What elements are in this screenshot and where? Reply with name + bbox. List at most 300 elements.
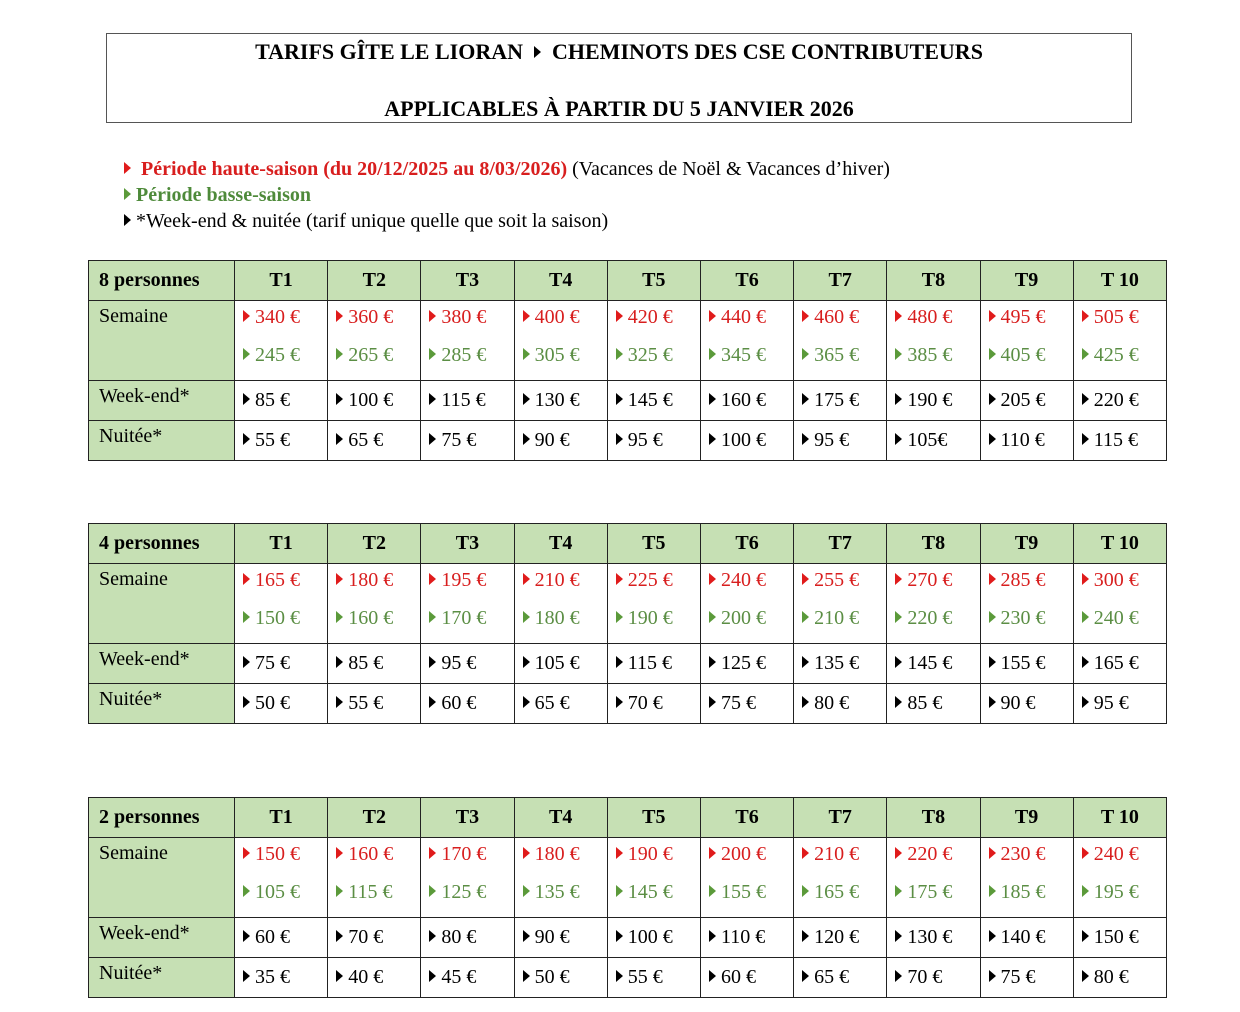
- semaine-cell: [514, 301, 607, 381]
- triangle-right-icon: [429, 310, 436, 322]
- triangle-right-icon: [523, 970, 530, 982]
- weekend-value: 80 €: [441, 926, 477, 948]
- weekend-cell: [700, 918, 793, 958]
- high-season-value: 505 €: [1093, 306, 1139, 328]
- semaine-cell: [1073, 838, 1166, 918]
- triangle-right-icon: [243, 310, 250, 322]
- weekend-cell: [514, 918, 607, 958]
- triangle-right-icon: [336, 847, 343, 859]
- low-season-price: [523, 878, 607, 906]
- low-season-value: 405 €: [1000, 344, 1046, 366]
- triangle-right-icon: [1082, 433, 1089, 445]
- nuitee-cell: [794, 958, 887, 998]
- high-season-value: 210 €: [814, 843, 860, 865]
- title-cheminots: CHEMINOTS DES CSE CONTRIBUTEURS: [552, 39, 983, 64]
- triangle-right-icon: [989, 847, 996, 859]
- high-season-price: [1082, 840, 1166, 880]
- tarif-table-4-personnes: [88, 523, 1167, 724]
- low-season-price: [709, 341, 793, 369]
- high-season-value: 195 €: [441, 569, 487, 591]
- high-season-price: [709, 303, 793, 343]
- weekend-cell: [980, 644, 1073, 684]
- triangle-right-icon: [989, 970, 996, 982]
- weekend-cell: [328, 381, 421, 421]
- high-season-price: [243, 840, 327, 880]
- triangle-right-icon: [802, 656, 809, 668]
- triangle-right-icon: [336, 656, 343, 668]
- high-season-value: 480 €: [907, 306, 953, 328]
- semaine-cell: [235, 301, 328, 381]
- triangle-right-icon: [616, 930, 623, 942]
- weekend-value: 145 €: [907, 652, 953, 674]
- weekend-value: 130 €: [534, 389, 580, 411]
- nuitee-cell: [607, 684, 700, 724]
- column-header: T2: [328, 524, 421, 564]
- low-season-price: [336, 341, 420, 369]
- triangle-right-icon: [429, 885, 436, 897]
- semaine-cell: [700, 838, 793, 918]
- high-season-price: [616, 566, 700, 606]
- triangle-right-icon: [895, 393, 902, 405]
- triangle-right-icon: [1082, 348, 1089, 360]
- column-header: T7: [794, 524, 887, 564]
- low-season-value: 425 €: [1093, 344, 1139, 366]
- triangle-right-icon: [429, 348, 436, 360]
- weekend-value: 115 €: [441, 389, 486, 411]
- nuitee-cell: [794, 684, 887, 724]
- nuitee-value: 40 €: [348, 966, 384, 988]
- weekend-value: 175 €: [814, 389, 860, 411]
- row-label-weekend: Week-end*: [89, 381, 235, 421]
- triangle-right-icon: [709, 573, 716, 585]
- high-season-value: 180 €: [534, 843, 580, 865]
- legend-weekend: [124, 208, 890, 234]
- high-season-price: [429, 303, 513, 343]
- table-row-nuitee: [89, 958, 1167, 998]
- weekend-value: 115 €: [627, 652, 673, 674]
- high-season-price: [1082, 566, 1166, 606]
- row-label-semaine: Semaine: [89, 564, 235, 644]
- triangle-right-icon: [243, 696, 250, 708]
- weekend-value: 135 €: [814, 652, 860, 674]
- column-header: T7: [794, 261, 887, 301]
- high-season-price: [616, 840, 700, 880]
- nuitee-value: 50 €: [255, 692, 290, 714]
- high-season-price: [895, 840, 979, 880]
- nuitee-value: 110 €: [1000, 429, 1045, 451]
- low-season-value: 325 €: [627, 344, 673, 366]
- triangle-right-icon: [336, 348, 343, 360]
- table-row-weekend: [89, 381, 1167, 421]
- triangle-right-icon: [534, 46, 541, 58]
- column-header: T9: [980, 798, 1073, 838]
- nuitee-value: 60 €: [720, 966, 756, 988]
- triangle-right-icon: [429, 930, 436, 942]
- low-season-price: [895, 604, 979, 632]
- triangle-right-icon: [523, 885, 530, 897]
- low-season-value: 230 €: [1000, 607, 1046, 629]
- row-label-semaine: Semaine: [89, 838, 235, 918]
- weekend-cell: [514, 381, 607, 421]
- triangle-right-icon: [243, 656, 250, 668]
- triangle-right-icon: [802, 310, 809, 322]
- low-season-price: [989, 878, 1073, 906]
- nuitee-cell: [980, 684, 1073, 724]
- semaine-cell: [700, 301, 793, 381]
- triangle-right-icon: [336, 393, 343, 405]
- row-label-nuitee: Nuitée*: [89, 684, 235, 724]
- high-season-value: 180 €: [348, 569, 394, 591]
- weekend-cell: [235, 644, 328, 684]
- title-line-2: APPLICABLES À PARTIR DU 5 JANVIER 2026: [384, 96, 854, 121]
- semaine-cell: [980, 564, 1073, 644]
- low-season-price: [616, 878, 700, 906]
- triangle-right-icon: [616, 573, 623, 585]
- low-season-price: [709, 604, 793, 632]
- weekend-cell: [794, 918, 887, 958]
- high-season-price: [989, 303, 1073, 343]
- title-gite: TARIFS GÎTE LE LIORAN: [255, 39, 523, 64]
- triangle-right-icon: [616, 970, 623, 982]
- low-season-price: [429, 341, 513, 369]
- table-row-nuitee: [89, 421, 1167, 461]
- high-season-value: 165 €: [255, 569, 300, 591]
- nuitee-value: 100 €: [720, 429, 766, 451]
- triangle-right-icon: [429, 696, 436, 708]
- triangle-right-icon: [243, 970, 250, 982]
- triangle-right-icon: [895, 696, 902, 708]
- weekend-value: 100 €: [627, 926, 673, 948]
- nuitee-cell: [794, 421, 887, 461]
- column-header: T9: [980, 261, 1073, 301]
- weekend-cell: [1073, 381, 1166, 421]
- low-season-value: 175 €: [907, 881, 953, 903]
- triangle-right-icon: [895, 656, 902, 668]
- weekend-value: 145 €: [627, 389, 673, 411]
- semaine-cell: [235, 838, 328, 918]
- weekend-value: 140 €: [1000, 926, 1046, 948]
- low-season-price: [1082, 604, 1166, 632]
- triangle-right-icon: [1082, 696, 1089, 708]
- weekend-value: 150 €: [1093, 926, 1139, 948]
- nuitee-cell: [328, 684, 421, 724]
- triangle-right-icon: [802, 847, 809, 859]
- triangle-right-icon: [616, 348, 623, 360]
- low-season-value: 195 €: [1093, 881, 1139, 903]
- triangle-right-icon: [709, 696, 716, 708]
- high-season-price: [243, 566, 327, 606]
- triangle-right-icon: [616, 310, 623, 322]
- weekend-value: 75 €: [255, 652, 290, 674]
- high-season-price: [895, 566, 979, 606]
- high-season-value: 210 €: [534, 569, 580, 591]
- high-season-price: [989, 566, 1073, 606]
- weekend-cell: [421, 381, 514, 421]
- semaine-cell: [514, 564, 607, 644]
- triangle-right-icon: [429, 393, 436, 405]
- low-season-value: 240 €: [1093, 607, 1139, 629]
- high-season-price: [336, 840, 420, 880]
- triangle-right-icon: [429, 573, 436, 585]
- high-season-price: [243, 303, 327, 343]
- triangle-right-icon: [709, 348, 716, 360]
- triangle-right-icon: [895, 885, 902, 897]
- high-season-value: 360 €: [348, 306, 394, 328]
- column-header: T2: [328, 261, 421, 301]
- high-season-price: [523, 840, 607, 880]
- triangle-right-icon: [523, 433, 530, 445]
- triangle-right-icon: [1082, 656, 1089, 668]
- weekend-value: 105 €: [534, 652, 580, 674]
- high-season-value: 150 €: [255, 843, 300, 865]
- triangle-right-icon: [336, 970, 343, 982]
- low-season-value: 190 €: [627, 607, 673, 629]
- triangle-right-icon: [523, 393, 530, 405]
- nuitee-cell: [421, 684, 514, 724]
- nuitee-value: 55 €: [627, 966, 663, 988]
- nuitee-cell: [607, 421, 700, 461]
- nuitee-value: 95 €: [814, 429, 850, 451]
- high-season-value: 440 €: [720, 306, 766, 328]
- column-header: T5: [607, 798, 700, 838]
- table-group-label: 4 personnes: [89, 524, 235, 564]
- triangle-right-icon: [523, 656, 530, 668]
- season-legend: [124, 156, 890, 234]
- triangle-right-icon: [243, 885, 250, 897]
- high-season-value: 380 €: [441, 306, 487, 328]
- high-season-price: [895, 303, 979, 343]
- triangle-right-icon: [989, 930, 996, 942]
- high-season-price: [802, 566, 886, 606]
- legend-low-season: [124, 182, 890, 208]
- triangle-right-icon: [429, 611, 436, 623]
- low-season-price: [336, 878, 420, 906]
- weekend-note: *Week-end & nuitée (tarif unique quelle que soit la saison): [136, 210, 609, 232]
- weekend-cell: [794, 381, 887, 421]
- triangle-right-icon: [802, 696, 809, 708]
- low-season-value: 170 €: [441, 607, 487, 629]
- triangle-right-icon: [616, 696, 623, 708]
- weekend-value: 110 €: [720, 926, 766, 948]
- row-label-weekend: Week-end*: [89, 918, 235, 958]
- nuitee-cell: [514, 684, 607, 724]
- triangle-right-icon: [989, 611, 996, 623]
- weekend-value: 155 €: [1000, 652, 1046, 674]
- high-season-note: (Vacances de Noël & Vacances d’hiver): [572, 158, 890, 180]
- tarif-table-2-personnes: [88, 797, 1167, 998]
- high-season-value: 420 €: [627, 306, 673, 328]
- triangle-right-icon: [336, 885, 343, 897]
- semaine-cell: [421, 564, 514, 644]
- nuitee-cell: [887, 958, 980, 998]
- column-header: T 10: [1073, 524, 1166, 564]
- triangle-right-icon: [523, 310, 530, 322]
- low-season-value: 160 €: [348, 607, 394, 629]
- low-season-price: [989, 604, 1073, 632]
- nuitee-cell: [1073, 684, 1166, 724]
- low-season-price: [802, 341, 886, 369]
- triangle-right-icon: [124, 162, 131, 174]
- low-season-value: 185 €: [1000, 881, 1046, 903]
- row-label-nuitee: Nuitée*: [89, 421, 235, 461]
- semaine-cell: [700, 564, 793, 644]
- triangle-right-icon: [802, 393, 809, 405]
- weekend-cell: [421, 644, 514, 684]
- triangle-right-icon: [709, 885, 716, 897]
- triangle-right-icon: [709, 611, 716, 623]
- tarif-table-8-personnes: [88, 260, 1167, 461]
- nuitee-value: 65 €: [348, 429, 384, 451]
- nuitee-cell: [421, 958, 514, 998]
- high-season-value: 240 €: [720, 569, 766, 591]
- low-season-price: [895, 878, 979, 906]
- triangle-right-icon: [523, 930, 530, 942]
- column-header: T2: [328, 798, 421, 838]
- high-season-value: 495 €: [1000, 306, 1046, 328]
- column-header: T1: [235, 798, 328, 838]
- nuitee-value: 95 €: [627, 429, 663, 451]
- weekend-cell: [514, 644, 607, 684]
- nuitee-value: 75 €: [720, 692, 756, 714]
- column-header: T1: [235, 524, 328, 564]
- semaine-cell: [1073, 564, 1166, 644]
- triangle-right-icon: [989, 885, 996, 897]
- triangle-right-icon: [336, 611, 343, 623]
- low-season-price: [709, 878, 793, 906]
- high-season-value: 190 €: [627, 843, 673, 865]
- column-header: T 10: [1073, 798, 1166, 838]
- low-season-value: 145 €: [627, 881, 673, 903]
- title-box: [106, 33, 1132, 123]
- nuitee-value: 95 €: [1093, 692, 1129, 714]
- triangle-right-icon: [336, 930, 343, 942]
- weekend-value: 95 €: [441, 652, 477, 674]
- nuitee-value: 65 €: [534, 692, 570, 714]
- triangle-right-icon: [336, 696, 343, 708]
- table-row-weekend: [89, 644, 1167, 684]
- weekend-value: 100 €: [348, 389, 394, 411]
- low-season-price: [429, 878, 513, 906]
- nuitee-value: 70 €: [907, 966, 943, 988]
- high-season-value: 240 €: [1093, 843, 1139, 865]
- low-season-price: [1082, 878, 1166, 906]
- nuitee-cell: [328, 958, 421, 998]
- triangle-right-icon: [523, 348, 530, 360]
- triangle-right-icon: [429, 970, 436, 982]
- table-group-label: 2 personnes: [89, 798, 235, 838]
- triangle-right-icon: [709, 970, 716, 982]
- triangle-right-icon: [1082, 310, 1089, 322]
- table-row-weekend: [89, 918, 1167, 958]
- triangle-right-icon: [124, 188, 131, 200]
- high-season-price: [616, 303, 700, 343]
- low-season-price: [895, 341, 979, 369]
- semaine-cell: [887, 838, 980, 918]
- triangle-right-icon: [124, 214, 131, 226]
- table-row-semaine: [89, 564, 1167, 644]
- nuitee-cell: [421, 421, 514, 461]
- triangle-right-icon: [709, 656, 716, 668]
- weekend-cell: [980, 381, 1073, 421]
- triangle-right-icon: [523, 611, 530, 623]
- column-header: T6: [700, 261, 793, 301]
- triangle-right-icon: [1082, 611, 1089, 623]
- high-season-price: [802, 303, 886, 343]
- column-header: T8: [887, 524, 980, 564]
- weekend-value: 85 €: [255, 389, 290, 411]
- triangle-right-icon: [802, 433, 809, 445]
- low-season-value: 180 €: [534, 607, 580, 629]
- low-season-value: 265 €: [348, 344, 394, 366]
- low-season-price: [989, 341, 1073, 369]
- triangle-right-icon: [895, 930, 902, 942]
- triangle-right-icon: [989, 433, 996, 445]
- high-season-value: 230 €: [1000, 843, 1046, 865]
- triangle-right-icon: [616, 847, 623, 859]
- column-header: T 10: [1073, 261, 1166, 301]
- weekend-cell: [235, 381, 328, 421]
- low-season-price: [243, 341, 327, 369]
- nuitee-cell: [887, 421, 980, 461]
- semaine-cell: [328, 838, 421, 918]
- nuitee-value: 45 €: [441, 966, 477, 988]
- triangle-right-icon: [895, 310, 902, 322]
- weekend-value: 190 €: [907, 389, 953, 411]
- high-season-value: 340 €: [255, 306, 300, 328]
- triangle-right-icon: [802, 611, 809, 623]
- weekend-value: 120 €: [814, 926, 860, 948]
- high-season-value: 220 €: [907, 843, 953, 865]
- semaine-cell: [794, 301, 887, 381]
- low-season-price: [429, 604, 513, 632]
- weekend-value: 85 €: [348, 652, 384, 674]
- high-season-value: 225 €: [627, 569, 673, 591]
- table-row-semaine: [89, 301, 1167, 381]
- semaine-cell: [794, 838, 887, 918]
- triangle-right-icon: [336, 433, 343, 445]
- weekend-value: 60 €: [255, 926, 290, 948]
- semaine-cell: [328, 301, 421, 381]
- nuitee-cell: [235, 684, 328, 724]
- triangle-right-icon: [895, 433, 902, 445]
- triangle-right-icon: [523, 696, 530, 708]
- weekend-value: 205 €: [1000, 389, 1046, 411]
- triangle-right-icon: [895, 611, 902, 623]
- triangle-right-icon: [429, 656, 436, 668]
- high-season-value: 255 €: [814, 569, 860, 591]
- triangle-right-icon: [895, 847, 902, 859]
- triangle-right-icon: [1082, 885, 1089, 897]
- weekend-cell: [980, 918, 1073, 958]
- column-header: T4: [514, 524, 607, 564]
- low-season-value: 345 €: [720, 344, 766, 366]
- triangle-right-icon: [429, 847, 436, 859]
- triangle-right-icon: [243, 393, 250, 405]
- nuitee-cell: [700, 684, 793, 724]
- low-season-value: 365 €: [814, 344, 860, 366]
- low-season-value: 125 €: [441, 881, 487, 903]
- high-season-price: [523, 303, 607, 343]
- triangle-right-icon: [802, 573, 809, 585]
- triangle-right-icon: [523, 573, 530, 585]
- triangle-right-icon: [243, 348, 250, 360]
- column-header: T5: [607, 261, 700, 301]
- nuitee-value: 85 €: [907, 692, 943, 714]
- low-season-value: 285 €: [441, 344, 487, 366]
- low-season-price: [802, 604, 886, 632]
- table-group-label: 8 personnes: [89, 261, 235, 301]
- nuitee-cell: [1073, 958, 1166, 998]
